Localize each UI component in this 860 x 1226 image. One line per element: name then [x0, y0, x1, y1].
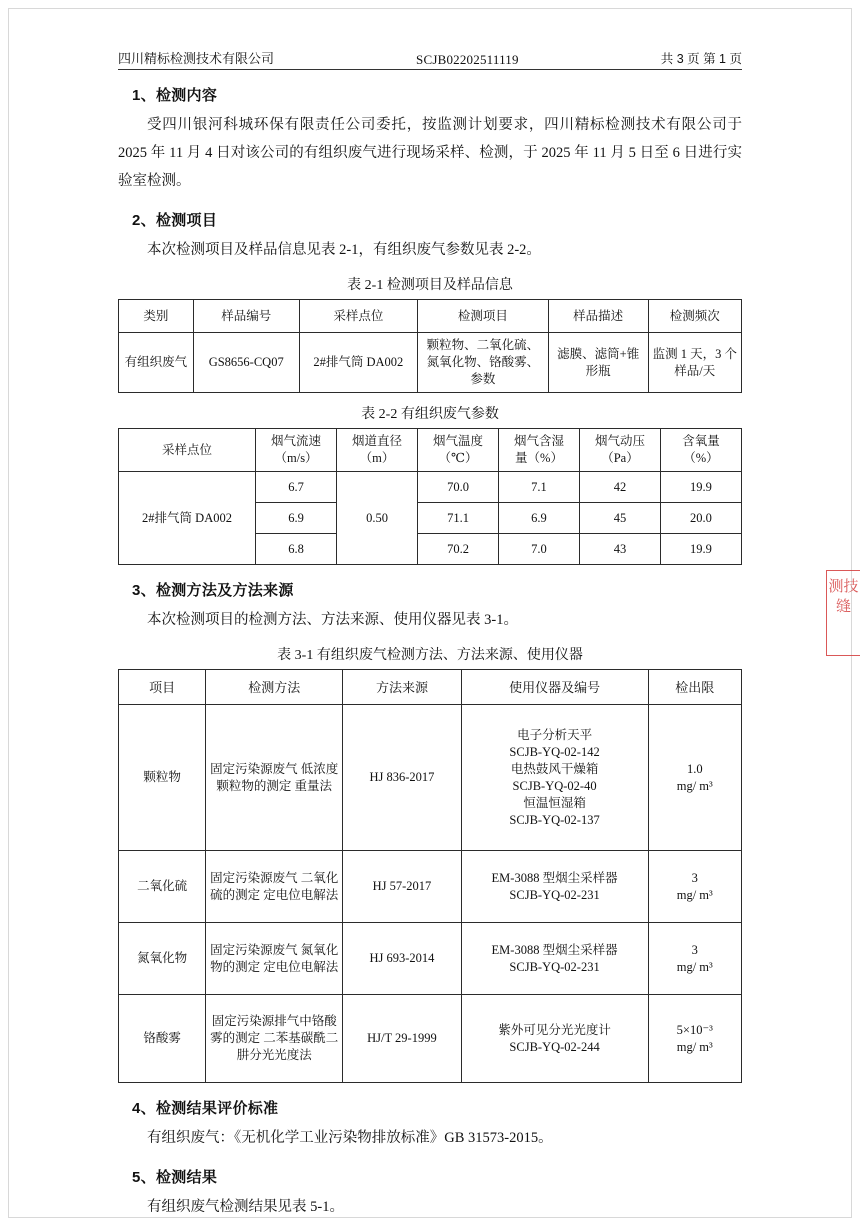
th-sampling-point: [119, 429, 256, 472]
cell-instrument: [461, 851, 648, 923]
cell-instrument: [461, 923, 648, 995]
th-velocity-l1: 烟气流速: [271, 434, 322, 448]
th-temperature-l2: （℃）: [438, 451, 478, 465]
th-sample-no: 样品编号: [193, 300, 299, 333]
cell-pressure: 42: [579, 472, 660, 503]
th-oxygen-l1: 含氧量: [682, 434, 720, 448]
instrument-line: 电子分析天平: [517, 727, 593, 742]
th-pressure-l1: 烟气动压: [594, 434, 645, 448]
section-3-title: 3、检测方法及方法来源: [132, 582, 294, 599]
instrument-line: EM-3088 型烟尘采样器: [491, 942, 618, 957]
cell-source: HJ 57-2017: [343, 851, 461, 923]
cell-item: 铬酸雾: [119, 995, 206, 1083]
th-pressure-l2: （Pa）: [601, 451, 639, 465]
instrument-line: SCJB-YQ-02-40: [512, 778, 597, 793]
cell-oxygen: 19.9: [660, 472, 741, 503]
header-report-number: SCJB02202511119: [416, 52, 519, 67]
th-diameter-l1: 烟道直径: [352, 434, 403, 448]
instrument-line: SCJB-YQ-02-244: [509, 1039, 600, 1054]
red-seal-fragment: [826, 570, 860, 656]
th-instrument: 使用仪器及编号: [461, 670, 648, 705]
document-content: [118, 48, 742, 1223]
section-1-body: 受四川银河科城环保有限责任公司委托，按监测计划要求，四川精标检测技术有限公司于 2025 年 11 月 4 日对该公司的有组织废气进行现场采样、检测，于 2025 年 11 月 5 日至 6 日进行实验室检测。: [118, 117, 742, 189]
cell-humidity: 6.9: [499, 503, 580, 534]
limit-unit: mg/ m³: [676, 778, 713, 793]
cell-humidity: 7.0: [499, 534, 580, 565]
instrument-line: SCJB-YQ-02-231: [509, 959, 600, 974]
limit-unit: mg/ m³: [676, 1039, 713, 1054]
instrument-line: 恒温恒湿箱: [523, 795, 586, 810]
cell-limit: [648, 995, 741, 1083]
cell-sampling-point: 2#排气筒 DA002: [119, 472, 256, 565]
cell-item: 氮氧化物: [119, 923, 206, 995]
section-4-title: 4、检测结果评价标准: [132, 1100, 279, 1117]
section-2-title: 2、检测项目: [132, 212, 218, 229]
instrument-line: EM-3088 型烟尘采样器: [491, 870, 618, 885]
cell-oxygen: 20.0: [660, 503, 741, 534]
section-1-title: 1、检测内容: [132, 87, 218, 104]
th-sampling-point-l1: 采样点位: [162, 442, 213, 457]
limit-value: 1.0: [686, 761, 703, 776]
th-velocity-l2: （m/s）: [274, 451, 318, 465]
th-humidity: [499, 429, 580, 472]
cell-limit: [648, 705, 741, 851]
table-row: [119, 995, 742, 1083]
th-category: 类别: [119, 300, 194, 333]
table-3-1-caption: 表 3-1 有组织废气检测方法、方法来源、使用仪器: [277, 648, 583, 663]
th-description: 样品描述: [548, 300, 648, 333]
limit-unit: mg/ m³: [676, 959, 713, 974]
cell-diameter: 0.50: [337, 472, 418, 565]
cell-method: 固定污染源废气 二氧化硫的测定 定电位电解法: [206, 851, 343, 923]
th-diameter: [337, 429, 418, 472]
table-2-2-caption: 表 2-2 有组织废气参数: [361, 407, 499, 422]
instrument-line: SCJB-YQ-02-142: [509, 744, 600, 759]
limit-unit: mg/ m³: [676, 887, 713, 902]
th-items: 检测项目: [418, 300, 549, 333]
table-row: [119, 851, 742, 923]
cell-category: 有组织废气: [119, 333, 194, 393]
cell-humidity: 7.1: [499, 472, 580, 503]
cell-temperature: 70.0: [418, 472, 499, 503]
cell-limit: [648, 923, 741, 995]
th-temperature-l1: 烟气温度: [433, 434, 484, 448]
cell-velocity: 6.8: [256, 534, 337, 565]
cell-method: 固定污染源废气 低浓度颗粒物的测定 重量法: [206, 705, 343, 851]
th-diameter-l2: （m）: [359, 451, 395, 465]
instrument-line: SCJB-YQ-02-137: [509, 812, 600, 827]
section-4-body: 有组织废气：《无机化学工业污染物排放标准》GB 31573-2015。: [147, 1130, 553, 1146]
section-5-body: 有组织废气检测结果见表 5-1。: [147, 1199, 344, 1215]
cell-instrument: [461, 705, 648, 851]
header-page-info: 共 3 页 第 1 页: [660, 52, 742, 66]
cell-instrument: [461, 995, 648, 1083]
cell-oxygen: 19.9: [660, 534, 741, 565]
cell-item: 二氧化硫: [119, 851, 206, 923]
th-item: 项目: [119, 670, 206, 705]
th-oxygen: [660, 429, 741, 472]
th-oxygen-l2: （%）: [683, 451, 719, 465]
th-point: 采样点位: [299, 300, 417, 333]
th-velocity: [256, 429, 337, 472]
cell-description: 滤膜、滤筒+锥形瓶: [548, 333, 648, 393]
cell-method: 固定污染源排气中铬酸雾的测定 二苯基碳酰二肼分光光度法: [206, 995, 343, 1083]
th-temperature: [418, 429, 499, 472]
th-limit: 检出限: [648, 670, 741, 705]
cell-sample-no: GS8656-CQ07: [193, 333, 299, 393]
cell-items: 颗粒物、二氧化硫、氮氧化物、铬酸雾、参数: [418, 333, 549, 393]
cell-source: HJ 836-2017: [343, 705, 461, 851]
instrument-line: SCJB-YQ-02-231: [509, 887, 600, 902]
table-2-2: [118, 428, 742, 565]
table-header-row: [119, 429, 742, 472]
limit-value: 3: [691, 942, 698, 957]
table-header-row: [119, 670, 742, 705]
limit-value: 3: [691, 870, 698, 885]
th-source: 方法来源: [343, 670, 461, 705]
cell-limit: [648, 851, 741, 923]
table-2-1-caption: 表 2-1 检测项目及样品信息: [347, 278, 513, 293]
cell-temperature: 71.1: [418, 503, 499, 534]
section-3-body: 本次检测项目的检测方法、方法来源、使用仪器见表 3-1。: [147, 612, 518, 628]
cell-velocity: 6.9: [256, 503, 337, 534]
limit-value: 5×10⁻³: [676, 1022, 713, 1037]
cell-source: HJ 693-2014: [343, 923, 461, 995]
cell-source: HJ/T 29-1999: [343, 995, 461, 1083]
seal-text-line2: 缝: [835, 599, 851, 615]
table-row: [119, 472, 742, 503]
cell-velocity: 6.7: [256, 472, 337, 503]
table-row: [119, 923, 742, 995]
section-2-body: 本次检测项目及样品信息见表 2-1，有组织废气参数见表 2-2。: [147, 242, 541, 258]
cell-method: 固定污染源废气 氮氧化物的测定 定电位电解法: [206, 923, 343, 995]
cell-pressure: 43: [579, 534, 660, 565]
th-frequency: 检测频次: [648, 300, 741, 333]
seal-text-line1: 测技: [828, 579, 859, 595]
instrument-line: 紫外可见分光光度计: [498, 1022, 611, 1037]
table-row: [119, 705, 742, 851]
instrument-line: 电热鼓风干燥箱: [510, 761, 599, 776]
th-humidity-l1: 烟气含湿: [513, 434, 564, 448]
cell-point: 2#排气筒 DA002: [299, 333, 417, 393]
table-3-1: [118, 669, 742, 1083]
cell-pressure: 45: [579, 503, 660, 534]
header-company: 四川精标检测技术有限公司: [118, 51, 275, 66]
section-5-title: 5、检测结果: [132, 1169, 218, 1186]
table-header-row: [119, 300, 742, 333]
table-2-1: [118, 299, 742, 393]
th-pressure: [579, 429, 660, 472]
cell-frequency: 监测 1 天，3 个样品/天: [648, 333, 741, 393]
th-humidity-l2: 量（%）: [515, 451, 563, 465]
cell-item: 颗粒物: [119, 705, 206, 851]
table-row: [119, 333, 742, 393]
page-header: [118, 48, 742, 70]
th-method: 检测方法: [206, 670, 343, 705]
cell-temperature: 70.2: [418, 534, 499, 565]
